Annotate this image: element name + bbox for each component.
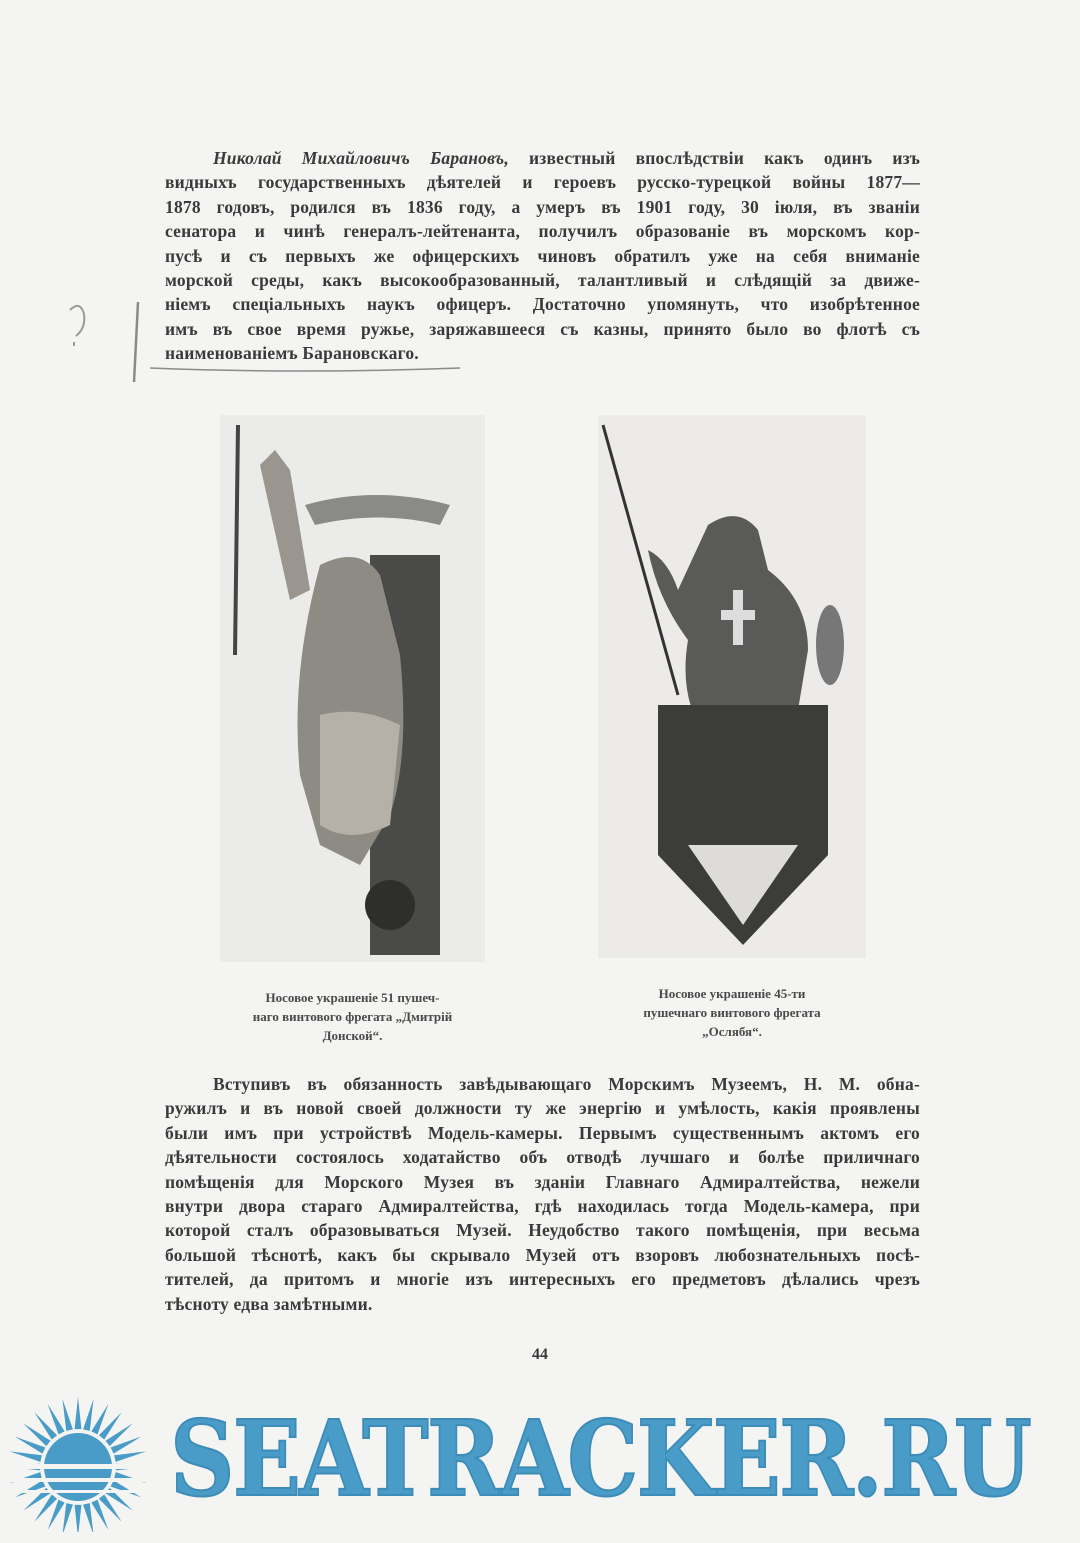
figurehead-photo-oslyabya	[598, 415, 866, 958]
caption-line: Носовое украшеніе 45-ти	[658, 986, 806, 1001]
caption-line: Донской“.	[322, 1028, 383, 1043]
text-line: Вступивъ въ обязанность завѣдывающаго Морскимъ Музеемъ, Н. М. обна-	[213, 1074, 920, 1094]
text-line: внутри двора стараго Адмиралтейства, гдѣ находилась тогда Модель-камера, при	[165, 1195, 920, 1216]
text-line: ружилъ и въ новой своей должности ту же энергію и умѣлость, какія проявлены	[165, 1098, 920, 1119]
text-line: пусѣ и съ первыхъ же офицерскихъ чиновъ обратилъ уже на себя вниманіе	[165, 245, 920, 266]
sun-ray	[83, 1503, 93, 1532]
text-line: дѣятельности состоялось ходатайство объ отводѣ лучшаго и болѣе приличнаго	[165, 1147, 920, 1168]
text-line: морской среды, какъ высокообразованный, талантливый и слѣдящій за движе-	[165, 269, 920, 290]
paragraph-1	[165, 146, 920, 366]
text-line: известный впослѣдствіи какъ одинъ изъ	[529, 148, 920, 168]
text-line: наименованіемъ Барановскаго.	[165, 343, 419, 364]
text-line: которой сталъ образовываться Музей. Неудобство такого помѣщенія, при весьма	[165, 1220, 920, 1241]
text-line: тѣсноту едва замѣтными.	[165, 1293, 373, 1314]
caption-line: наго винтового фрегата „Дмитрій	[252, 1009, 453, 1024]
sun-ray	[75, 1505, 82, 1532]
figure-1-caption	[220, 988, 485, 1045]
figure-2-caption	[598, 984, 866, 1041]
sun-ray	[75, 1397, 82, 1429]
caption-line: пушечнаго винтового фрегата	[643, 1005, 821, 1020]
text-line: помѣщенія для Морского Музея въ зданіи Главнаго Адмиралтейства, нежели	[165, 1171, 920, 1192]
watermark-text: SEATRACKER.RU	[170, 1397, 1031, 1520]
text-line: ніемъ спеціальныхъ наукъ офицеръ. Достаточно упомянуть, что изобрѣтенное	[165, 294, 920, 315]
figurehead-photo-dmitry-donskoy	[220, 415, 485, 962]
text-line: 1878 годовъ, родился въ 1836 году, а умеръ въ 1901 году, 30 іюля, въ званіи	[165, 196, 920, 217]
text-line: большой тѣснотѣ, какъ бы скрывало Музей отъ взоровъ любознательныхъ посѣ-	[165, 1244, 920, 1265]
sun-ray	[83, 1399, 93, 1431]
text-line: тителей, да притомъ и многіе изъ интересныхъ его предметовъ дѣлались чрезъ	[165, 1269, 920, 1290]
text-line: были имъ при устройствѣ Модель-камеры. Первымъ существеннымъ актомъ его	[165, 1122, 920, 1143]
sun-ray	[114, 1451, 146, 1461]
text-line: сенатора и чинѣ генералъ-лейтенанта, получилъ образованіе въ морскомъ кор-	[165, 221, 920, 242]
text-line: имъ въ свое время ружье, заряжавшееся съ казны, принято было во флотѣ съ	[165, 318, 920, 339]
person-name: Николай Михайловичъ Барановъ,	[213, 148, 509, 168]
paragraph-2	[165, 1072, 920, 1316]
caption-line: Носовое украшеніе 51 пушеч-	[265, 990, 440, 1005]
sun-ray	[62, 1399, 72, 1431]
page-number: 44	[532, 1346, 548, 1363]
sun-ray	[62, 1503, 72, 1532]
watermark	[0, 1392, 1080, 1532]
sun-ray	[10, 1451, 42, 1461]
caption-line: „Ослябя“.	[702, 1024, 762, 1039]
text-line: видныхъ государственныхъ дѣятелей и героевъ русско-турецкой войны 1877—	[165, 172, 920, 193]
sun-logo-icon	[0, 1392, 170, 1532]
